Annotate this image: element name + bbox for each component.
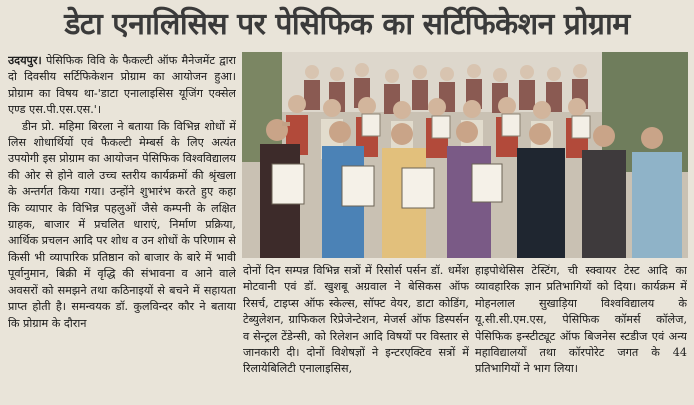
article-paragraph: डीन प्रो. महिमा बिरला ने बताया कि विभिन्न शोधों में लिस शोधार्थियों एवं फैकल्टी मेम्बर्स के लिए अत्यंत उपयोगी इस प्रोग्राम का आयोजन पेसिफिक विश्वविद्यालय की ओर से होने वाले उच्च स्तरीय कार्यक्रमों की श्रृंखला के अन्तर्गत किया गया। उन्होंने शुभारंभ करते हुए कहा कि व्यापार के विभिन्न पहलुओं जैसे कम्पनी के लक्षित ग्राहक, बाजार में प्रचलित धाराएं, निर्माण प्रक्रिया, आर्थिक प्रचलन आदि पर शोध व उन शोधों के परिणाम से किसी भी व्यापारिक प्रतिष्ठान को बाजार के बारे में भावी पूर्वानुमान, बिक्री में वृद्धि की संभावना व आने वाले अवसरों को समझने तथा कठिनाइयों से बचने में सहायता प्राप्त होती है। समन्वयक डॉ. कुलविन्दर कौर ने बताया कि प्रोग्राम के दौरान — [8, 119, 236, 330]
headline: डेटा एनालिसिस पर पेसिफिक का सर्टिफिकेशन प्रोग्राम — [64, 6, 630, 42]
article-column-right: हाइपोथेसिस टेस्टिंग, ची स्क्वायर टेस्ट आदि का व्यावहारिक ज्ञान प्रतिभागियों को दिया। कार्यक्रम में मोहनलाल सुखाड़िया विश्वविद्यालय के यू.सी.सी.एम.एस, पेसिफिक कॉमर्स कॉलेज, पेसिफिक इन्स्टीट्यूट ऑफ बिजनेस स्टडीज एवं अन्य महाविद्यालयों तथा कॉरपोरेट जगत के 44 प्रतिभागियों ने भाग लिया। — [475, 264, 687, 376]
dateline: उदयपुर। — [8, 53, 42, 67]
article-intro: पेसिफिक विवि के फैकल्टी ऑफ मैनेजमेंट द्वारा दो दिवसीय सर्टिफिकेशन प्रोग्राम का आयोजन हुआ। प्रोग्राम का विषय था-'डाटा एनालाइसिस यूजिंग एक्सेल एण्ड एस.पी.एस.एस.'। — [8, 54, 236, 117]
article-column-left — [8, 52, 236, 402]
article-column-middle: दोनों दिन सम्पन्न विभिन्न सत्रों में रिसोर्स पर्सन डॉ. धर्मेश मोटवानी एवं डॉ. खुशबू अग्रवाल ने बेसिकस ऑफ रिसर्च, टाइप्स ऑफ स्केल्स, सॉफ्ट वेयर, डाटा कोडिंग, टेब्युलेशन, ग्राफिकल रिप्रेजेन्टेशन, मेजर्स ऑफ डिस्पर्सन व सेन्ट्रल टेंडेन्सी, को रिलेशन आदि विषयों पर विस्तार से जानकारी दी। दोनों विशेषज्ञों ने इन्टरएक्टिव सत्रों में रिलायेबिलिटी एनालाइसिस, — [243, 264, 469, 376]
group-photo — [242, 52, 688, 258]
